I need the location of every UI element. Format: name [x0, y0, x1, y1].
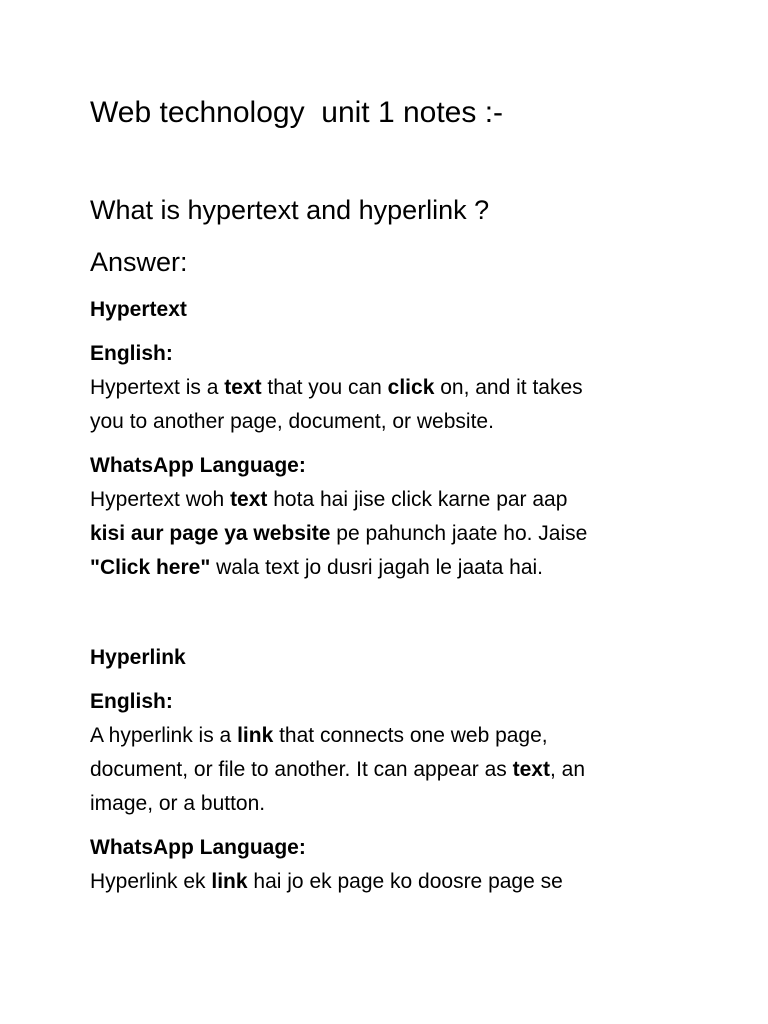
hypertext-english-label: English:	[90, 342, 173, 365]
paragraph-line: "Click here" wala text jo dusri jagah le jaata hai.	[90, 556, 544, 579]
page-title: Web technology unit 1 notes :-	[90, 96, 504, 129]
paragraph-line: you to another page, document, or website.	[90, 410, 494, 433]
paragraph-line: image, or a button.	[90, 792, 266, 815]
hypertext-whatsapp-paragraph	[90, 483, 690, 585]
hypertext-section	[90, 293, 690, 585]
answer-label: Answer:	[90, 247, 188, 277]
question-heading: What is hypertext and hyperlink ?	[90, 195, 490, 225]
hyperlink-whatsapp-label: WhatsApp Language:	[90, 836, 306, 859]
paragraph-line: Hypertext woh text hota hai jise click karne par aap	[90, 488, 568, 511]
hyperlink-heading: Hyperlink	[90, 646, 186, 669]
hypertext-whatsapp-label: WhatsApp Language:	[90, 454, 306, 477]
hyperlink-whatsapp-paragraph	[90, 865, 690, 899]
hypertext-heading: Hypertext	[90, 298, 187, 321]
paragraph-line: A hyperlink is a link that connects one web page,	[90, 724, 548, 747]
paragraph-line: kisi aur page ya website pe pahunch jaate ho. Jaise	[90, 522, 588, 545]
hypertext-english-paragraph	[90, 371, 690, 439]
paragraph-line: Hyperlink ek link hai jo ek page ko doosre page se	[90, 870, 563, 893]
hyperlink-english-label: English:	[90, 690, 173, 713]
hyperlink-english-paragraph	[90, 719, 690, 821]
hyperlink-section	[90, 641, 690, 899]
paragraph-line: document, or file to another. It can appear as text, an	[90, 758, 585, 781]
paragraph-line: Hypertext is a text that you can click on, and it takes	[90, 376, 583, 399]
